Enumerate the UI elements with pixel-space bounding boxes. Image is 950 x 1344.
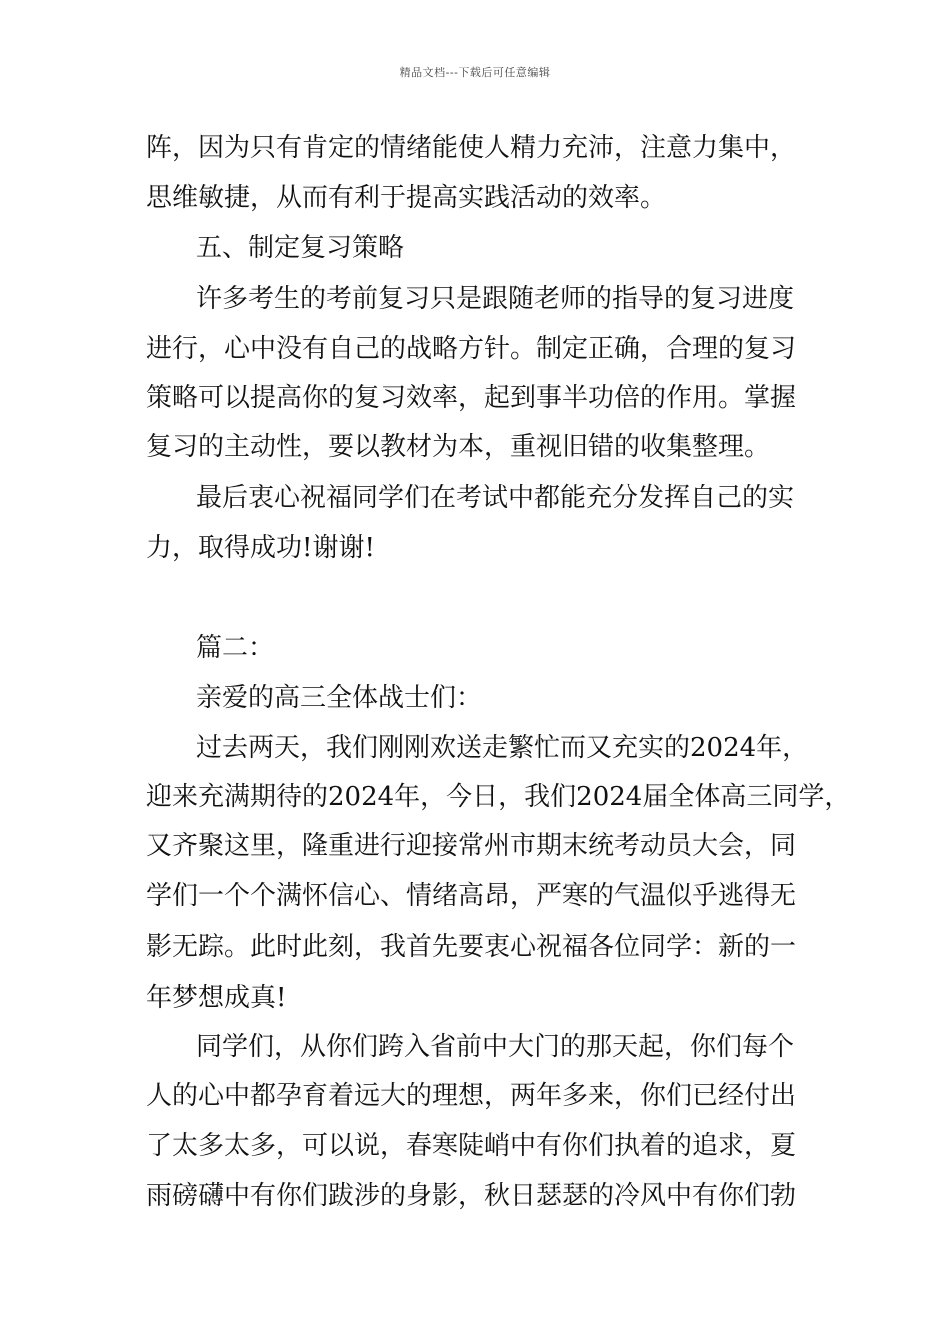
- salutation: 亲爱的高三全体战士们：: [196, 683, 483, 713]
- text-line: 复习的主动性，要以教材为本，重视旧错的收集整理。: [146, 432, 771, 462]
- text-line: 最后衷心祝福同学们在考试中都能充分发挥自己的实: [196, 483, 795, 513]
- section-heading: 五、制定复习策略: [196, 233, 405, 263]
- text-line: 迎来充满期待的2024年，今日，我们2024届全体高三同学，: [146, 782, 851, 812]
- text-line: 学们一个个满怀信心、情绪高昂，严寒的气温似乎逃得无: [146, 881, 797, 911]
- text-line: 力，取得成功!谢谢!: [146, 533, 375, 563]
- text-line: 了太多太多，可以说，春寒陡峭中有你们执着的追求，夏: [146, 1131, 797, 1161]
- text-line: 过去两天，我们刚刚欢送走繁忙而又充实的2024年，: [196, 733, 809, 763]
- section-heading: 篇二：: [196, 633, 275, 663]
- text-line: 又齐聚这里，隆重进行迎接常州市期末统考动员大会，同: [146, 831, 797, 861]
- text-line: 思维敏捷，从而有利于提高实践活动的效率。: [146, 183, 667, 213]
- text-line: 雨磅礴中有你们跋涉的身影，秋日瑟瑟的冷风中有你们勃: [146, 1181, 797, 1211]
- text-line: 阵，因为只有肯定的情绪能使人精力充沛，注意力集中，: [146, 133, 797, 163]
- text-line: 进行，心中没有自己的战略方针。制定正确，合理的复习: [146, 334, 797, 364]
- text-line: 策略可以提高你的复习效率，起到事半功倍的作用。掌握: [146, 383, 797, 413]
- text-line: 许多考生的考前复习只是跟随老师的指导的复习进度: [196, 284, 795, 314]
- text-line: 年梦想成真!: [146, 983, 287, 1013]
- page-header: 精品文档---下载后可任意编辑: [399, 66, 551, 79]
- text-line: 同学们，从你们跨入省前中大门的那天起，你们每个: [196, 1032, 795, 1062]
- text-line: 影无踪。此时此刻，我首先要衷心祝福各位同学：新的一: [146, 932, 797, 962]
- text-line: 人的心中都孕育着远大的理想，两年多来，你们已经付出: [146, 1081, 797, 1111]
